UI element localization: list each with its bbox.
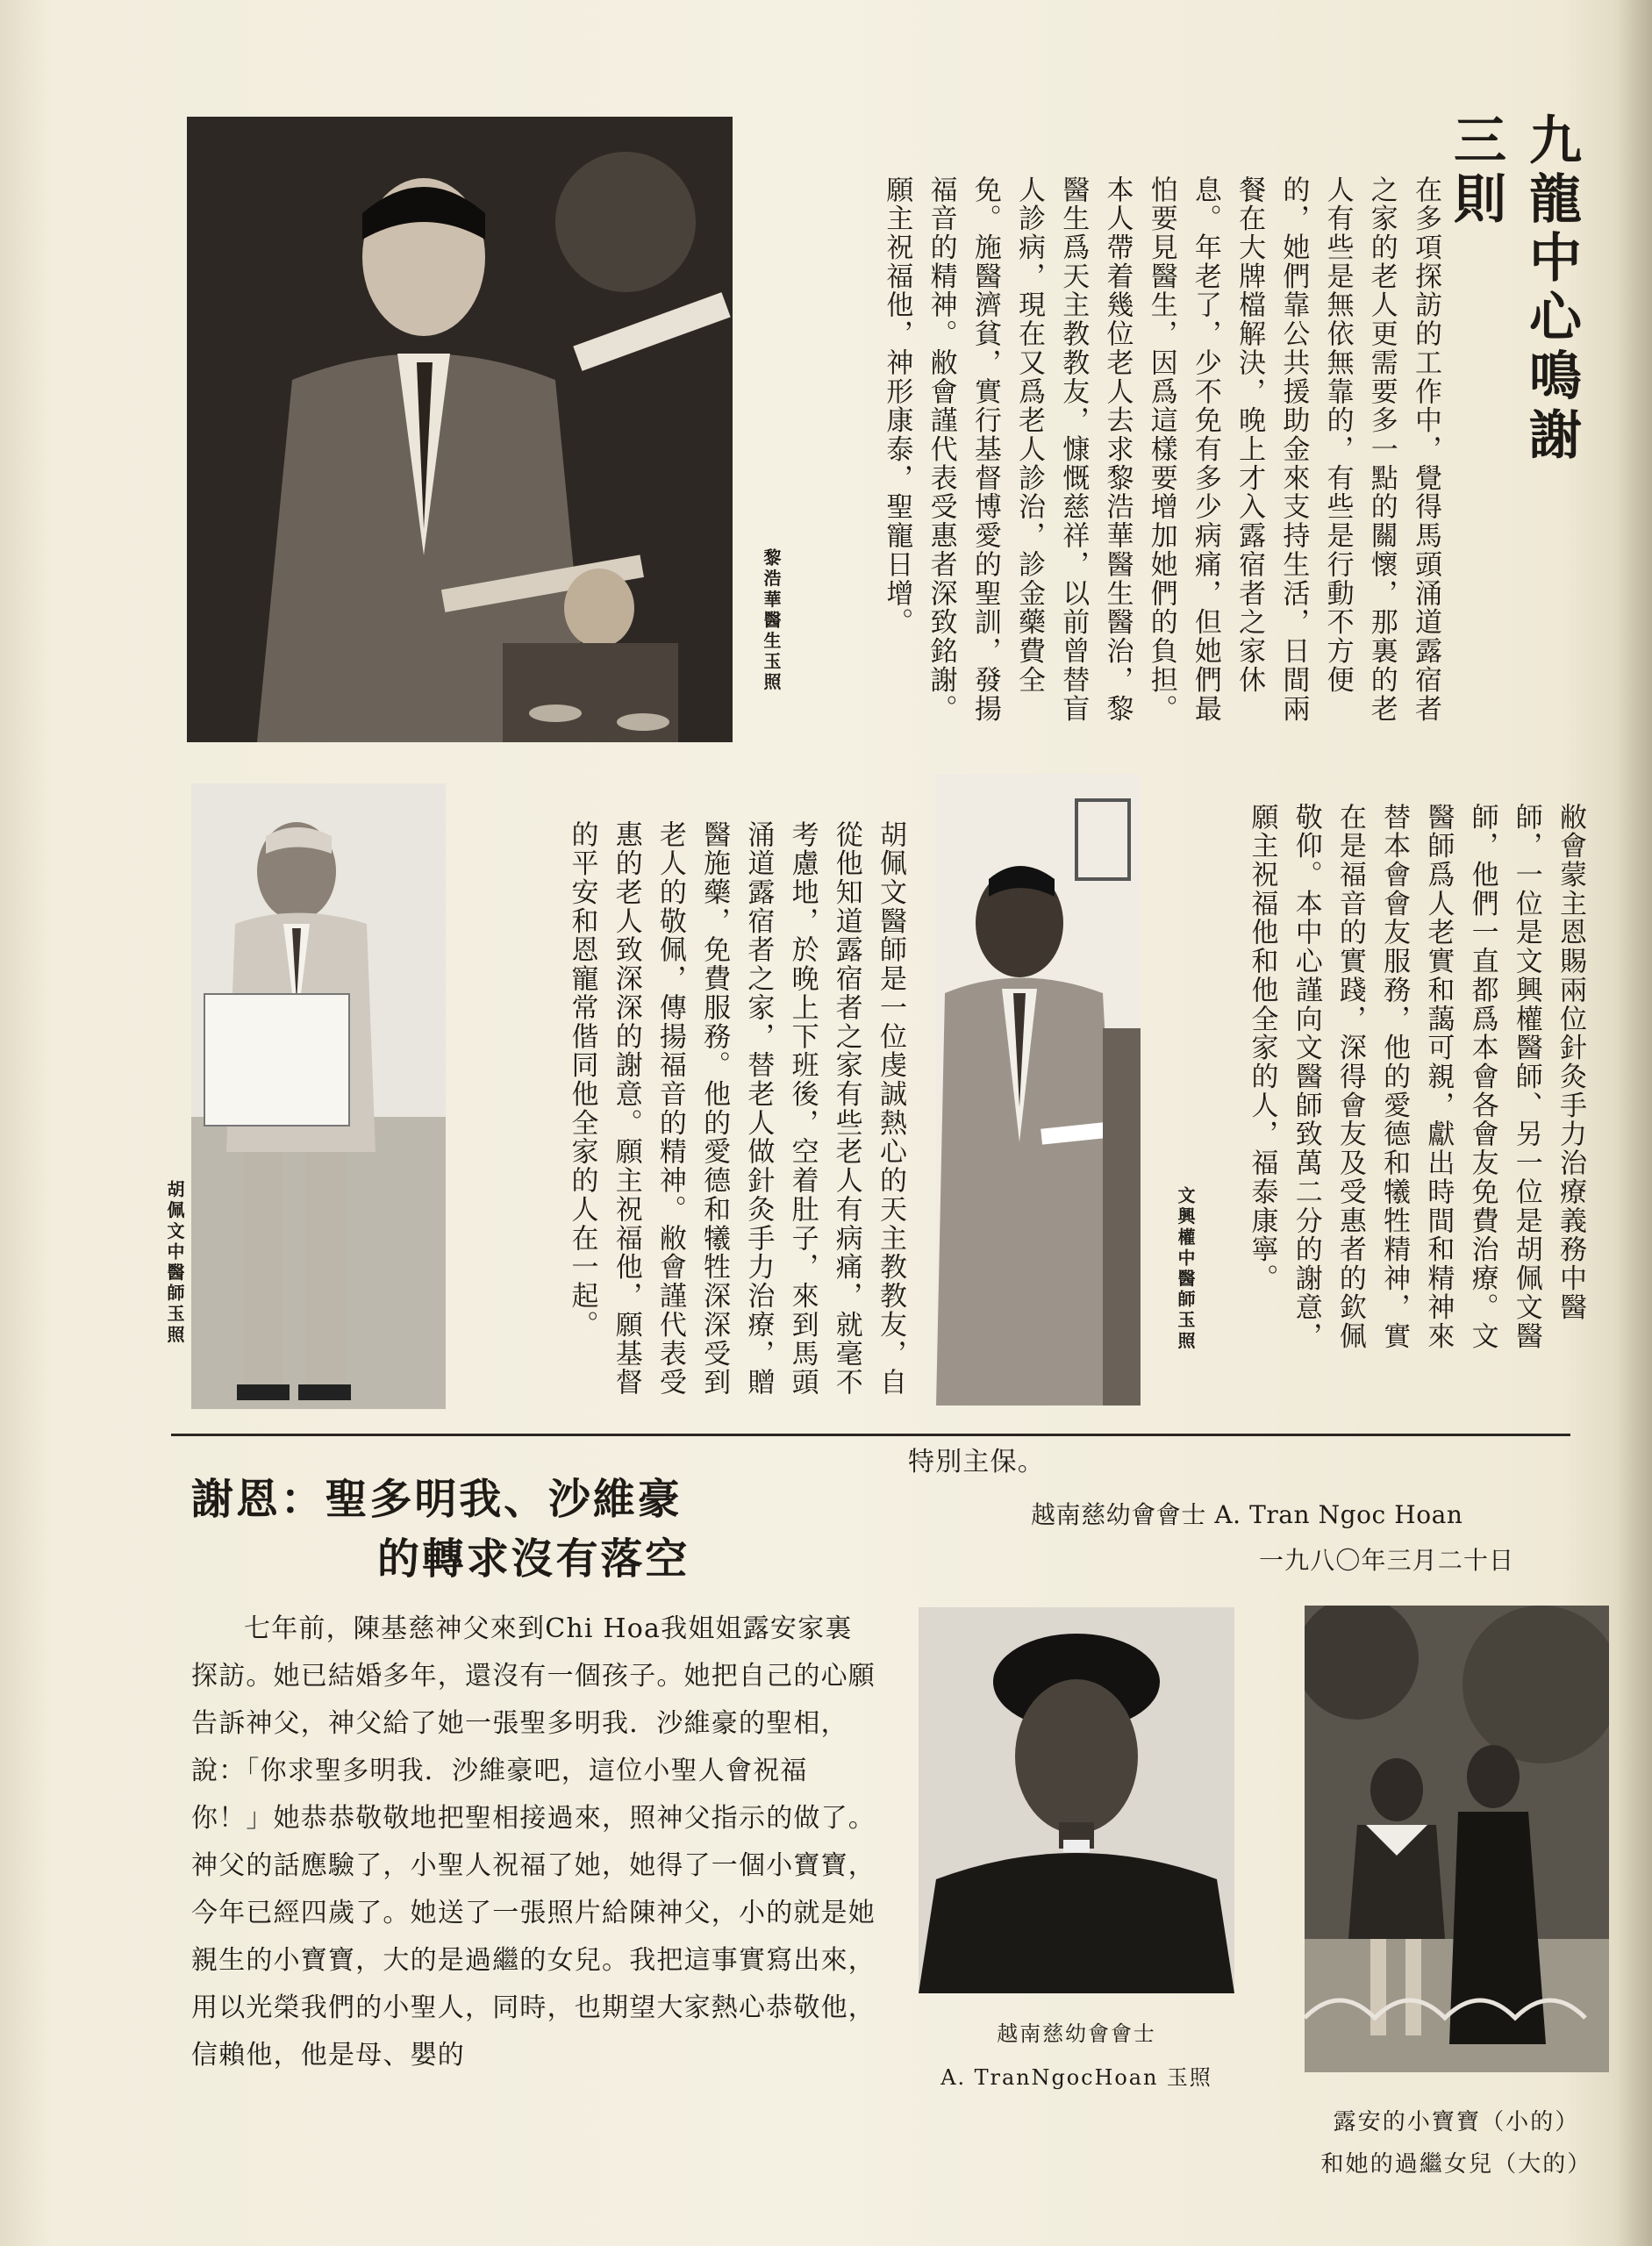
article-intro-text: 在多項探訪的工作中，覺得馬頭涌道露宿者之家的老人更需要多一點的關懷，那裏的老人有些是無依無靠的，有些是行動不方便的，她們靠公共援助金來支持生活，日間兩餐在大牌檔解決，晚上才入露宿者之家休息。年老了，少不免有多少病痛，但她們最怕要見醫生，因爲這樣要增加她們的負担。本人帶着幾位老人去求黎浩華醫生醫治，黎醫生爲天主教教友，慷慨慈祥，以前曾替盲人診病，現在又爲老人診治，診金藥費全免。施醫濟貧，實行基督博愛的聖訓，發揚福音的精神。敝會謹代表受惠者深致銘謝。願主祝福他，神形康泰，聖寵日增。 [881,175,1441,724]
photo-caption-girls-line1: 露安的小寶寶（小的） [1333,2109,1580,2135]
article2-title-line1: 謝恩：聖多明我、沙維豪 [191,1475,683,1524]
photo-tran-ngoc-hoan-image [919,1607,1234,1993]
photo-caption-dr-man: 文興權中醫師玉照 [1175,1186,1196,1352]
article-paragraph-doctor-man: 敝會蒙主恩賜兩位針灸手力治療義務中醫師，一位是文興權醫師、另一位是胡佩文醫師，他們一直都爲本會各會友免費治療。文醫師爲人老實和藹可親，獻出時間和精神來替本會會友服務，他的愛德和犧牲精神，實在是福音的實踐，深得會友及受惠者的欽佩敬仰。本中心謹向文醫師致萬二分的謝意，願主祝福他和他全家的人，福泰康寧。 [1246,803,1586,1351]
article-paragraph-doctor-wu: 胡佩文醫師是一位虔誠熱心的天主教教友，自從他知道露宿者之家有些老人有病痛，就毫不考慮地，於晚上下班後，空着肚子，來到馬頭涌道露宿者之家，替老人做針灸手力治療，贈醫施藥，免費服務。他的愛德和犧牲深深受到老人的敬佩，傳揚福音的精神。敝會謹代表受惠的老人致深深的謝意。願主祝福他，願基督的平安和恩寵常偕同他全家的人在一起。 [566,820,906,1398]
article-title: 九龍中心鳴謝三則 [1445,112,1582,467]
photo-tran-ngoc-hoan [919,1607,1234,1993]
page-edge-shadow [1617,0,1652,2246]
photo-caption-tran-line2: A. TranNgocHoan 玉照 [940,2065,1212,2090]
photo-two-girls [1305,1606,1609,2072]
photo-caption-girls-line2: 和她的過繼女兒（大的） [1320,2151,1592,2178]
photo-caption-tran-line1: 越南慈幼會會士 [997,2021,1156,2046]
article2-body-text: 七年前，陳基慈神父來到Chi Hoa我姐姐露安家裏探訪。她已結婚多年，還沒有一個孩子。她把自己的心願告訴神父，神父給了她一張聖多明我．沙維豪的聖相，說：「你求聖多明我．沙維豪吧，這位小聖人會祝福你！」她恭恭敬敬地把聖相接過來，照神父指示的做了。神父的話應驗了，小聖人祝福了她，她得了一個小寶寶，今年已經四歲了。她送了一張照片給陳神父，小的就是她親生的小寶寶，大的是過繼的女兒。我把這事實寫出來，用以光榮我們的小聖人，同時，也期望大家熱心恭敬他，信賴他，他是母、嬰的 [191,1613,876,2071]
photo-dr-wu-image [191,783,446,1409]
photo-dr-lai [187,117,733,742]
photo-caption-dr-lai: 黎浩華醫生玉照 [761,548,782,694]
article2-signature: 越南慈幼會會士 A. Tran Ngoc Hoan [1031,1500,1463,1529]
photo-dr-wu [191,783,446,1409]
photo-dr-lai-image [187,117,733,742]
article2-body [191,1606,876,2079]
article2-continued: 特別主保。 [908,1447,1045,1477]
article2-title-line2: 的轉求沒有落空 [377,1534,690,1584]
article2-date: 一九八〇年三月二十日 [1259,1546,1515,1575]
section-divider [171,1434,1570,1436]
photo-caption-dr-wu: 胡佩文中醫師玉照 [164,1180,185,1346]
photo-dr-man [936,774,1141,1406]
photo-two-girls-image [1305,1606,1609,2072]
photo-dr-man-image [936,774,1141,1406]
